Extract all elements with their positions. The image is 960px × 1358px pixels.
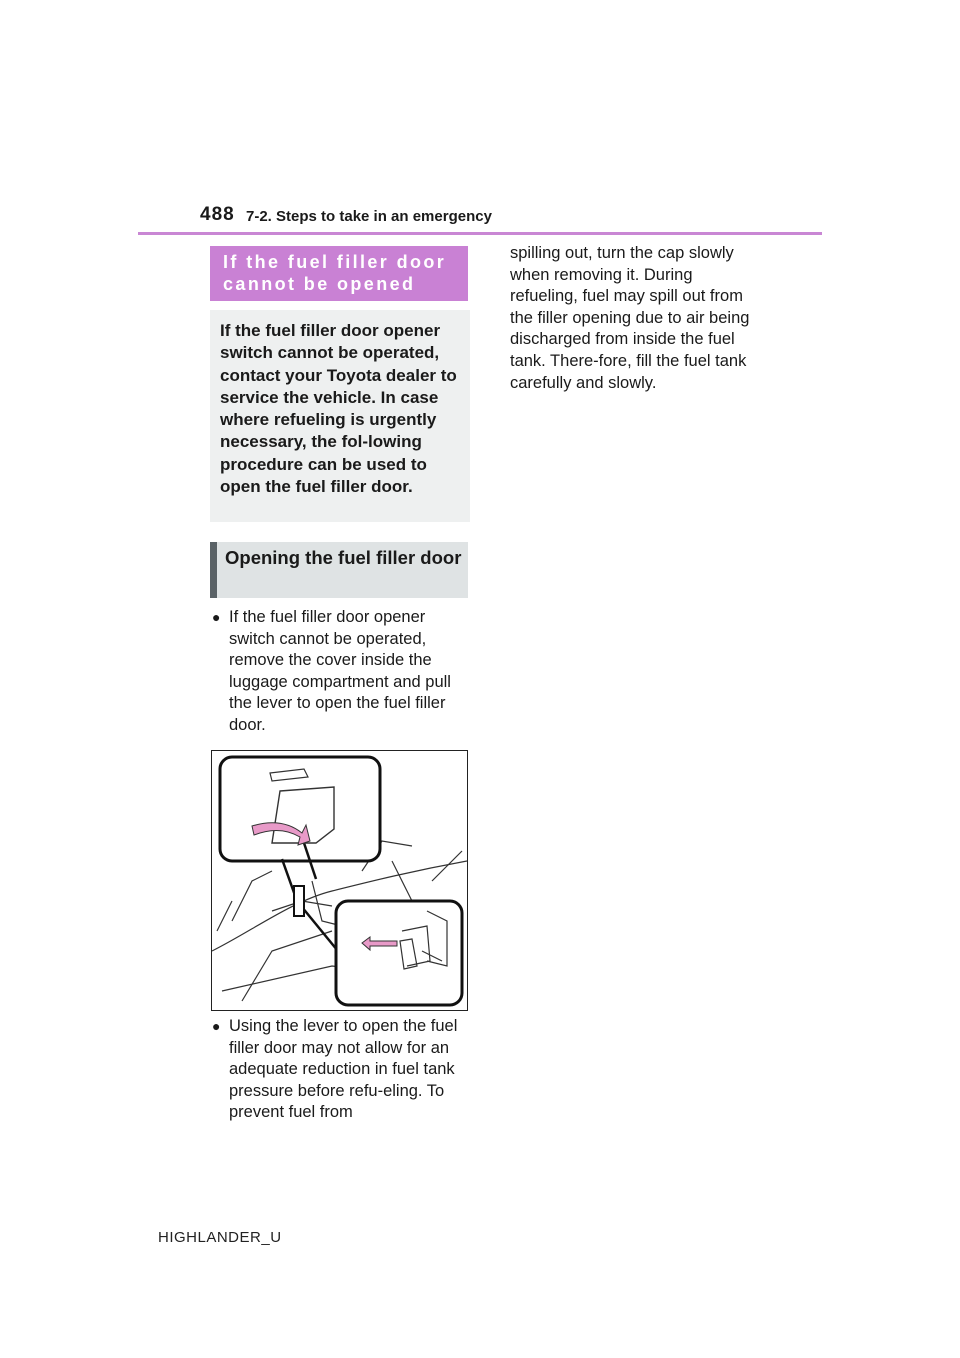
section-title: 7-2. Steps to take in an emergency xyxy=(246,208,492,225)
detail-callout-lever xyxy=(336,901,462,1005)
bullet-icon: ● xyxy=(212,609,221,625)
list-item xyxy=(212,607,462,737)
page-number: 488 xyxy=(200,204,235,225)
section-heading-cannot-open: If the fuel filler door cannot be opened xyxy=(210,246,468,301)
intro-text-box xyxy=(210,310,470,522)
intro-text: If the fuel filler door opener switch cannot be operated, contact your Toyota dealer to service the vehicle. In case where refueling is urgently necessary, the fol-lowing procedure can be used to open the fuel filler door. xyxy=(220,321,457,497)
illustration-fuel-door-lever xyxy=(211,750,468,1011)
continued-text: spilling out, turn the cap slowly when removing it. During refueling, fuel may spill out from the filler opening due to air being discharged from inside the fuel tank. There-fore, fill the fuel tank carefully and slowly. xyxy=(510,244,750,392)
header-rule xyxy=(138,232,822,235)
bullet-text: If the fuel filler door opener switch cannot be operated, remove the cover inside the luggage compartment and pull the lever to open the fuel filler door. xyxy=(229,608,451,734)
footer-model-code: HIGHLANDER_U xyxy=(158,1229,282,1246)
list-item xyxy=(212,1016,462,1124)
subheading-opening: Opening the fuel filler door xyxy=(210,542,468,598)
bullet-icon: ● xyxy=(212,1018,221,1034)
bullet-text: Using the lever to open the fuel filler door may not allow for an adequate reduction in fuel tank pressure before refu-eling. To prevent fuel from xyxy=(229,1017,458,1122)
